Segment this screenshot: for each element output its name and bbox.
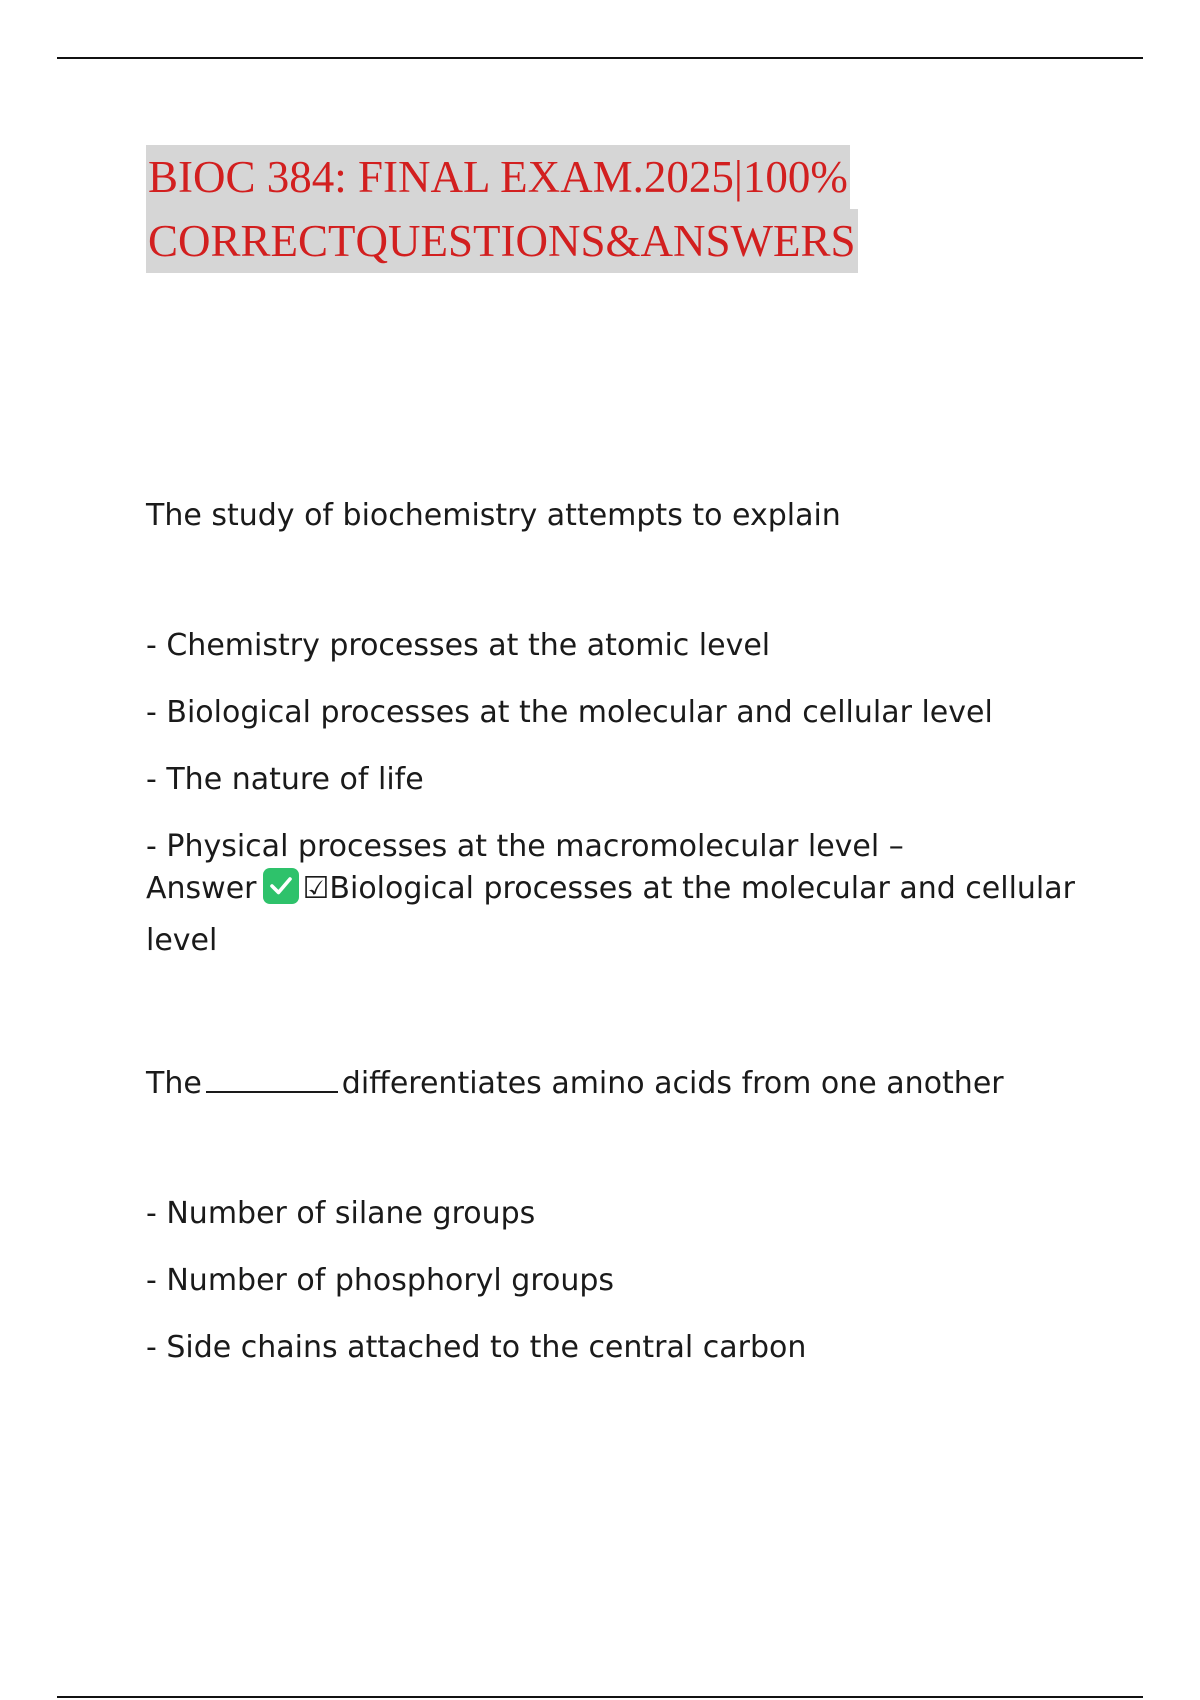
answer-line [146,863,1086,967]
bottom-divider [57,1696,1143,1698]
answer-label: Answer [146,871,257,906]
question-block-2 [146,1058,1086,1374]
option-item: - Number of phosphoryl groups [146,1263,615,1298]
option-list [146,620,1086,967]
document-title [146,145,858,273]
option-item: - Chemistry processes at the atomic level [146,628,771,663]
question-text-end: differentiates amino acids from one another [341,1066,1004,1101]
question-text: The study of biochemistry attempts to explain [146,498,841,533]
option-item [146,821,1086,967]
option-item: - The nature of life [146,762,424,797]
question-block-1 [146,490,1086,967]
answer-text: Biological processes at the molecular and cellular level [146,871,1075,958]
option-text: - Physical processes at the macromolecular level – [146,829,904,864]
document-body [146,490,1086,1389]
fill-in-blank [206,1065,338,1093]
option-item: - Number of silane groups [146,1196,536,1231]
option-list [146,1188,1086,1374]
option-item: - Side chains attached to the central carbon [146,1330,807,1365]
title-line-2: CORRECTQUESTIONS&ANSWERS [146,209,858,273]
question-text [146,1058,1086,1110]
title-line-1: BIOC 384: FINAL EXAM.2025|100% [146,145,850,209]
question-text-start: The [146,1066,202,1101]
green-check-mark-icon [263,868,299,904]
ballot-box-check-icon: ☑ [302,871,330,906]
top-divider [57,57,1143,59]
option-item: - Biological processes at the molecular and cellular level [146,695,993,730]
